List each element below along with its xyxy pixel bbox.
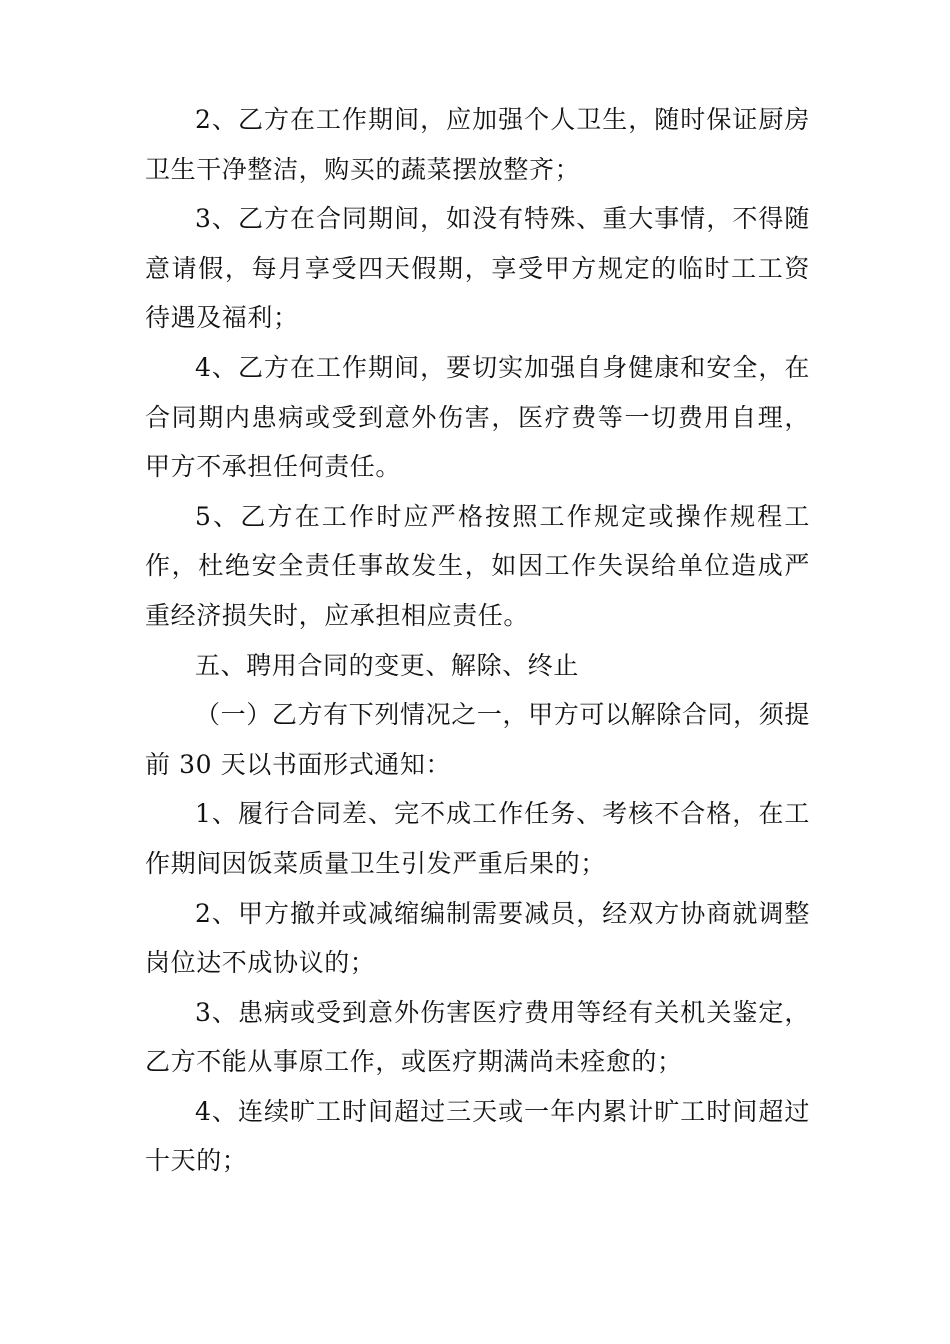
condition-downsizing: 2、甲方撤并或减缩编制需要减员，经双方协商就调整岗位达不成协议的； (145, 898, 810, 978)
condition-poor-performance: 1、履行合同差、完不成工作任务、考核不合格，在工作期间因饭菜质量卫生引发严重后果的； (145, 799, 810, 878)
clause-health-safety: 4、乙方在工作期间，要切实加强自身健康和安全，在合同期内患病或受到意外伤害，医疗费等一切费用自理，甲方不承担任何责任。 (145, 352, 810, 482)
clause-leave: 3、乙方在合同期间，如没有特殊、重大事情，不得随意请假，每月享受四天假期，享受甲方规定的临时工工资待遇及福利； (145, 204, 810, 333)
clause-hygiene: 2、乙方在工作期间，应加强个人卫生，随时保证厨房卫生干净整洁，购买的蔬菜摆放整齐； (145, 105, 810, 184)
condition-absenteeism: 4、连续旷工时间超过三天或一年内累计旷工时间超过十天的； (145, 1096, 810, 1176)
clause-work-rules: 5、乙方在工作时应严格按照工作规定或操作规程工作，杜绝安全责任事故发生，如因工作失误给单位造成严重经济损失时，应承担相应责任。 (145, 501, 810, 630)
section-heading-contract-change: 五、聘用合同的变更、解除、终止 (195, 650, 580, 680)
condition-illness-injury: 3、患病或受到意外伤害医疗费用等经有关机关鉴定，乙方不能从事原工作，或医疗期满尚未痊愈的； (145, 997, 810, 1077)
document-body (145, 95, 810, 1186)
subsection-termination-conditions: （一）乙方有下列情况之一，甲方可以解除合同，须提前 30 天以书面形式通知： (145, 700, 810, 779)
